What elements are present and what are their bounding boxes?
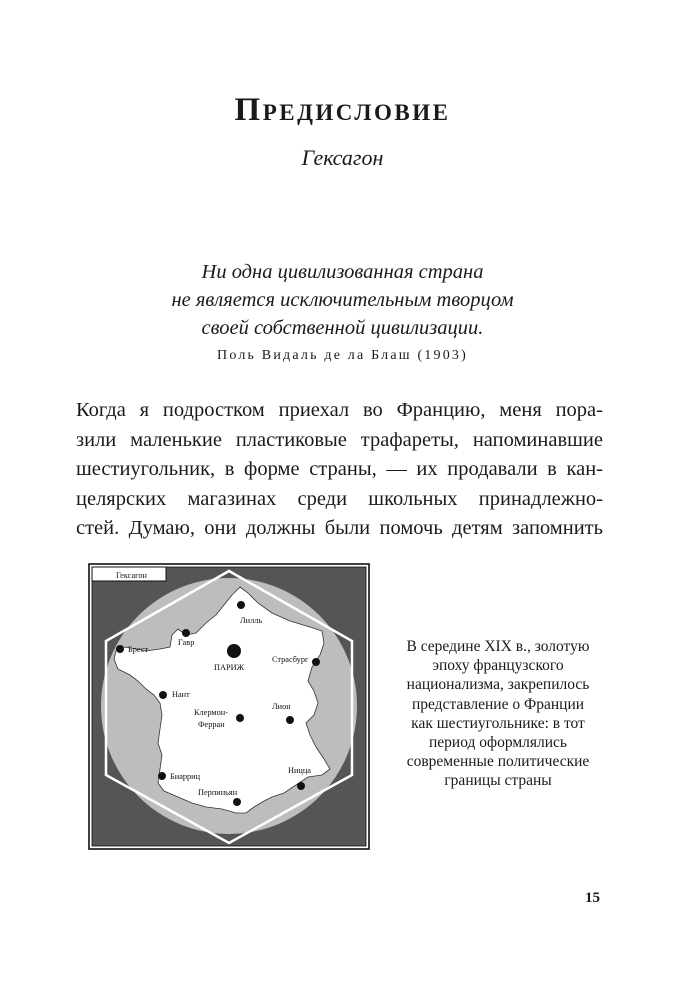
city-label-havre: Гавр xyxy=(178,638,195,647)
city-label-lille: Лилль xyxy=(240,616,263,625)
epigraph-attribution: Поль Видаль де ла Блаш (1903) xyxy=(217,348,468,363)
city-dot-lille xyxy=(237,601,245,609)
city-label-nantes: Нант xyxy=(172,690,190,699)
body-line: стей. Думаю, они должны были помочь детям запомнить xyxy=(76,517,603,539)
city-label-paris: ПАРИЖ xyxy=(214,663,245,672)
caption-line: В середине XIX в., золотую xyxy=(406,638,590,655)
map-label: Гексагон xyxy=(116,571,147,580)
france-hexagon-map xyxy=(88,563,370,850)
city-dot-nantes xyxy=(159,691,167,699)
chapter-subtitle: Гексагон xyxy=(301,145,384,170)
caption-line: как шестиугольнике: в тот xyxy=(411,714,585,732)
city-label-biarritz: Биарриц xyxy=(170,772,201,781)
city-label-nice: Ницца xyxy=(288,766,311,775)
city-dot-paris xyxy=(227,644,241,658)
body-paragraph xyxy=(76,396,603,544)
epigraph-line: Ни одна цивилизованная страна xyxy=(201,261,484,283)
body-line: целярских магазинах среди школьных принадлежно- xyxy=(76,487,603,510)
city-dot-havre xyxy=(182,629,190,637)
body-line: шестиугольник, в форме страны, — их продавали в кан- xyxy=(76,458,603,480)
city-dot-brest xyxy=(116,645,124,653)
city-dot-perpignan xyxy=(233,798,241,806)
epigraph xyxy=(0,258,685,342)
city-dot-lyon xyxy=(286,716,294,724)
caption-line: границы страны xyxy=(444,772,552,790)
city-label-ferrand: Ферран xyxy=(198,720,225,729)
city-dot-nice xyxy=(297,782,305,790)
body-line: Когда я подростком приехал во Францию, меня пора- xyxy=(76,399,603,421)
body-line: зили маленькие пластиковые трафареты, напоминавшие xyxy=(76,428,603,451)
hexagon-map-figure xyxy=(88,563,370,850)
epigraph-line: не является исключительным творцом xyxy=(171,289,514,311)
city-label-clermont: Клермон- xyxy=(194,708,228,717)
city-label-perpignan: Перпиньян xyxy=(198,788,238,797)
caption-line: современные политические xyxy=(406,753,590,771)
figure-caption xyxy=(388,637,608,791)
city-dot-clermont xyxy=(236,714,244,722)
city-label-strasbourg: Страсбург xyxy=(272,655,309,664)
caption-line: эпоху французского xyxy=(432,657,564,675)
caption-line: период оформлялись xyxy=(429,734,567,752)
chapter-title: Предисловие xyxy=(234,92,451,128)
caption-line: национализма, закрепилось xyxy=(406,676,590,694)
city-dot-biarritz xyxy=(158,772,166,780)
city-label-brest: Брест xyxy=(128,645,149,654)
city-dot-strasbourg xyxy=(312,658,320,666)
city-label-lyon: Лион xyxy=(272,702,291,711)
epigraph-line: своей собственной цивилизации. xyxy=(201,317,484,339)
page-number: 15 xyxy=(585,890,600,906)
caption-line: представление о Франции xyxy=(411,695,585,713)
